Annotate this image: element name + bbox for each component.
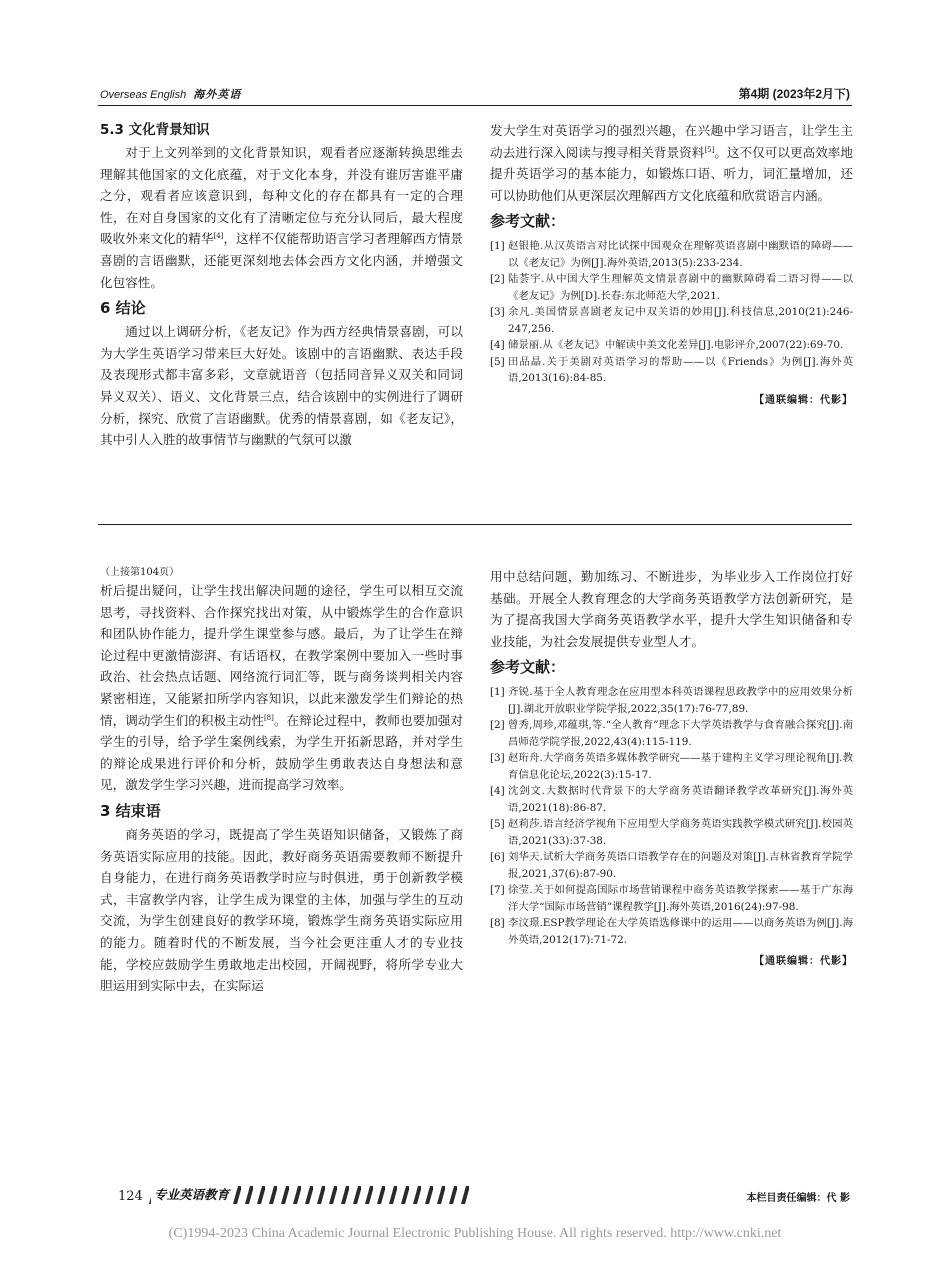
journal-name-cn: 海外英语: [193, 89, 242, 101]
top-left-column: [100, 120, 463, 451]
reference-item: [490, 717, 853, 750]
reference-item: [490, 750, 853, 783]
running-header-journal: [100, 86, 241, 102]
reference-item: [490, 915, 853, 948]
column-editor: 本栏目责任编辑：代 影: [746, 1193, 850, 1204]
paragraph: 发大学生对英语学习的强烈兴趣，在兴趣中学习语言，让学生主动去进行深入阅读与搜寻相关背景资料[5]。这不仅可以更高效率地提升英语学习的基本能力，如锻炼口语、听力，词汇量增加，还可以协助他们从更深层次理解西方文化底蕴和欣赏语言内涵。: [490, 123, 854, 203]
column-label: 专业英语教育: [151, 1186, 232, 1204]
paragraph: 对于上文列举到的文化背景知识，观看者应逐渐转换思维去理解其他国家的文化底蕴，对于文化本身，并没有谁厉害谁平庸之分，观看者应该意识到，每种文化的存在都具有一定的合理性，在对自身国家的文化有了清晰定位与充分认同后，最大程度吸收外来文化的精华[4]，这样不仅能帮助语言学习者理解西方情景喜剧的言语幽默，还能更深刻地去体会西方文化内涵，并增强文化包容性。: [100, 145, 464, 290]
section-heading: 5.3 文化背景知识: [100, 122, 210, 138]
reference-item: [490, 271, 853, 304]
reference-item: [490, 882, 853, 915]
reference-item: [490, 849, 853, 882]
top-right-column: [490, 120, 853, 411]
reference-number: [7]: [490, 884, 505, 897]
column-band: [145, 1186, 470, 1204]
reference-number: [4]: [490, 785, 505, 798]
reference-number: [1]: [490, 240, 505, 253]
copyright-notice: (C)1994-2023 China Academic Journal Electronic Publishing House. All rights reserved. http://www.cnki.net: [168, 1226, 782, 1241]
paragraph: 商务英语的学习，既提高了学生英语知识储备，又锻炼了商务英语实际应用的技能。因此，教好商务英语需要教师不断提升自身能力，在进行商务英语教学时应与时俱进，勇于创新教学模式，丰富教学内容，让学生成为课堂的主体，加强与学生的互动交流，为学生创建良好的教学环境，锻炼学生商务英语实际应用的能力。随着时代的不断发展，当今社会更注重人才的专业技能，学校应鼓励学生勇敢地走出校园，开阔视野，将所学专业大胆运用到实际中去，在实际运: [100, 826, 463, 994]
page-number: 124: [118, 1189, 143, 1204]
reference-list: [490, 684, 853, 948]
reference-text: 齐锐.基于全人教育理念在应用型本科英语课程思政教学中的应用效果分析[J].湖北开放职业学院学报,2022,35(17):76-77,89.: [508, 686, 853, 715]
reference-text: 沈剑文.大数据时代背景下的大学商务英语翻译教学改革研究[J].海外英语,2021(18):86-87.: [508, 785, 853, 814]
reference-item: [490, 238, 853, 271]
reference-number: [6]: [490, 851, 505, 864]
reference-text: 赵银艳.从汉英语言对比试探中国观众在理解英语喜剧中幽默语的障碍——以《老友记》为例[J].海外英语,2013(5):233-234.: [508, 240, 853, 269]
references-heading: 参考文献：: [490, 658, 566, 677]
reference-text: 赵莉莎.语言经济学视角下应用型大学商务英语实践教学模式研究[J].校园英语,2021(33):37-38.: [508, 818, 853, 847]
reference-text: 赵珩舟.大学商务英语多媒体教学研究——基于建构主义学习理论视角[J].教育信息化论坛,2022(3):15-17.: [508, 752, 853, 781]
reference-item: [490, 304, 853, 337]
reference-text: 陆荟宇.从中国大学生理解英文情景喜剧中的幽默障碍看二语习得——以《老友记》为例[D].长春:东北师范大学,2021.: [508, 273, 853, 302]
reference-item: [490, 337, 853, 354]
reference-item: [490, 783, 853, 816]
citation: [4]: [213, 232, 224, 241]
reference-item: [490, 354, 853, 387]
journal-name: Overseas English: [100, 89, 187, 101]
reference-text: 曾秀,周珍,邓蕴琪,等.“全人教育”理念下大学英语教学与食育融合探究[J].南昌师范学院学报,2022,43(4):115-119.: [508, 719, 853, 748]
references-heading: 参考文献：: [490, 212, 566, 231]
paragraph: 用中总结问题，勤加练习、不断进步，为毕业步入工作岗位打好基础。开展全人教育理念的大学商务英语教学方法创新研究，是为了提高我国大学商务英语教学水平，提升大学生知识储备和专业技能，为社会发展提供专业型人才。: [490, 569, 853, 649]
reference-text: 储景丽.从《老友记》中解读中美文化差异[J].电影评介,2007(22):69-70.: [508, 339, 844, 352]
reference-number: [2]: [490, 273, 505, 286]
reference-number: [2]: [490, 719, 505, 732]
conclusion-heading: 3 结束语: [100, 801, 161, 820]
bottom-left-column: [100, 566, 463, 997]
reference-number: [4]: [490, 339, 505, 352]
article-divider: [98, 524, 852, 525]
reference-number: [5]: [490, 355, 505, 368]
issue-label: 第4期 (2023年2月下): [738, 87, 850, 101]
reference-text: 徐莹.关于如何提高国际市场营销课程中商务英语教学探索——基于广东海洋大学“国际市场营销”课程教学[J].海外英语,2016(24):97-98.: [508, 884, 853, 913]
reference-list: [490, 238, 853, 387]
citation: [8]: [263, 713, 274, 722]
conclusion-heading: 6 结论: [100, 299, 146, 318]
reference-number: [5]: [490, 818, 505, 831]
reference-number: [3]: [490, 306, 505, 319]
bottom-right-column: [490, 566, 853, 973]
reference-item: [490, 816, 853, 849]
editor-tag: 【通联编辑：代影】: [754, 956, 853, 968]
header-rule: [98, 105, 852, 106]
reference-number: [8]: [490, 917, 505, 930]
reference-number: [3]: [490, 752, 505, 765]
continued-from: （上接第104页）: [100, 567, 180, 578]
editor-tag: 【通联编辑：代影】: [754, 394, 853, 406]
reference-text: 刘华天.试析大学商务英语口语教学存在的问题及对策[J].吉林省教育学院学报,2021,37(6):87-90.: [508, 851, 853, 880]
reference-item: [490, 684, 853, 717]
paragraph: 析后提出疑问，让学生找出解决问题的途径，学生可以相互交流思考，寻找资料、合作探究找出对策，从中锻炼学生的合作意识和团队协作能力，提升学生课堂参与感。最后，为了让学生在辩论过程中更激情澎湃、有话语权，在教学案例中要加入一些时事政治、社会热点话题、网络流行词汇等，既与商务谈判相关内容紧密相连，又能紧扣所学内容知识，以此来激发学生们辩论的热情，调动学生们的积极主动性[8]。在辩论过程中，教师也要加强对学生的引导，给予学生案例线索，为学生开拓新思路，并对学生的辩论成果进行评价和分析，鼓励学生勇敢表达自身想法和意见，激发学生学习兴趣，进而提高学习效率。: [100, 583, 464, 793]
citation: [5]: [704, 145, 715, 154]
reference-number: [1]: [490, 686, 505, 699]
reference-text: 余凡.美国情景喜剧老友记中双关语的妙用[J].科技信息,2010(21):246-247,256.: [508, 306, 853, 335]
reference-text: 李汶璟.ESP教学理论在大学英语选修课中的运用——以商务英语为例[J].海外英语,2012(17):71-72.: [508, 917, 853, 946]
paragraph: 通过以上调研分析，《老友记》作为西方经典情景喜剧，可以为大学生英语学习带来巨大好处。该剧中的言语幽默、表达手段及表现形式都丰富多彩，文章就语音（包括同音异义双关和同词异义双关）、语义、文化背景三点，结合该剧中的实例进行了调研分析，探究、欣赏了言语幽默。优秀的情景喜剧，如《老友记》，其中引人入胜的故事情节与幽默的气氛可以激: [100, 324, 463, 448]
reference-text: 田品晶.关于美剧对英语学习的帮助——以《Friends》为例[J].海外英语,2013(16):84-85.: [508, 355, 853, 385]
